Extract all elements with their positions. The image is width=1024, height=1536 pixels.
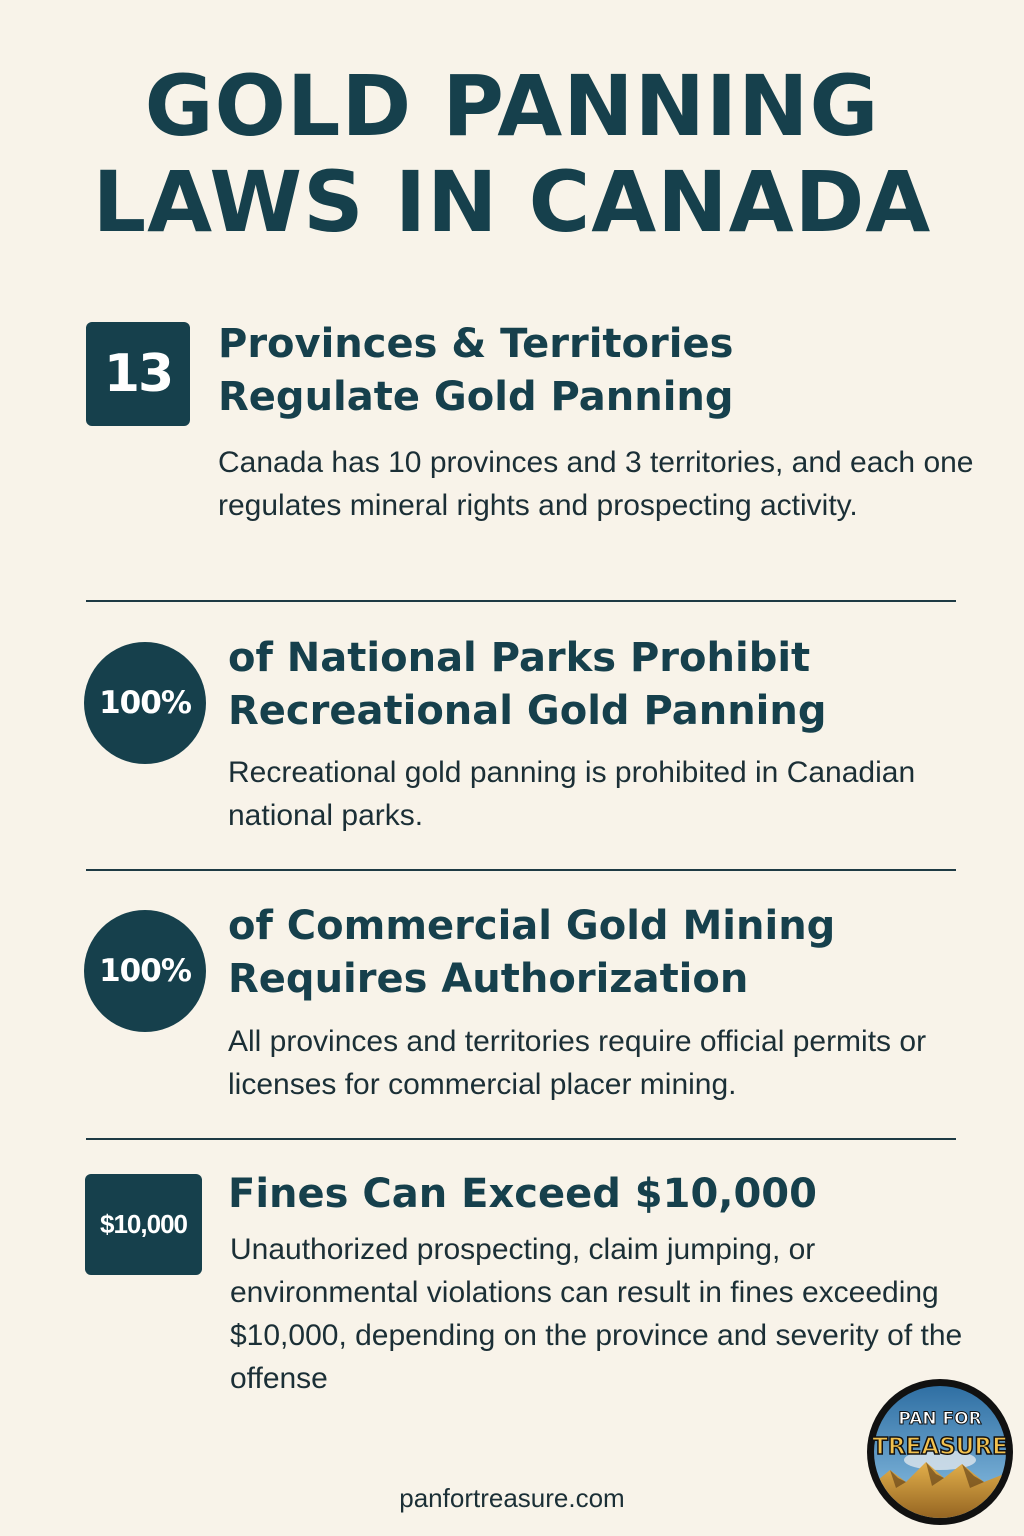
footer-website: panfortreasure.com xyxy=(399,1483,625,1513)
stat-badge-national-parks: 100% xyxy=(84,642,206,764)
section-heading-line-2: Recreational Gold Panning xyxy=(228,688,827,734)
section-description-national-parks: Recreational gold panning is prohibited in Canadian national parks. xyxy=(228,756,916,832)
stat-badge-commercial-mining: 100% xyxy=(84,910,206,1032)
stat-badge-13: 13 xyxy=(86,322,190,426)
logo-text-line-1: PAN FOR xyxy=(898,1409,982,1429)
page-title-line-2: LAWS IN CANADA xyxy=(92,153,932,251)
logo-text-line-2: TREASURE xyxy=(872,1434,1008,1460)
section-heading-line-2: Regulate Gold Panning xyxy=(218,374,734,420)
section-heading-provinces xyxy=(218,318,734,424)
section-description-fines: Unauthorized prospecting, claim jumping, or environmental violations can result in fines exceeding $10,000, depending on the province and severity of the offense xyxy=(230,1233,963,1395)
page-title xyxy=(0,58,1024,250)
section-heading-line-1: of Commercial Gold Mining xyxy=(228,903,836,949)
section-heading-line-1: Fines Can Exceed $10,000 xyxy=(228,1171,817,1217)
divider xyxy=(86,1138,956,1140)
pan-for-treasure-logo xyxy=(866,1378,1014,1526)
section-heading-line-1: Provinces & Territories xyxy=(218,321,734,367)
section-description-commercial-mining: All provinces and territories require official permits or licenses for commercial placer mining. xyxy=(228,1025,927,1101)
section-heading-national-parks xyxy=(228,632,827,738)
section-heading-fines xyxy=(228,1168,817,1221)
section-heading-commercial-mining xyxy=(228,900,835,1006)
page-title-line-1: GOLD PANNING xyxy=(144,57,880,155)
stat-badge-fines: $10,000 xyxy=(85,1174,202,1275)
divider xyxy=(86,869,956,871)
section-heading-line-2: Requires Authorization xyxy=(228,956,749,1002)
section-heading-line-1: of National Parks Prohibit xyxy=(228,635,811,681)
section-description-provinces: Canada has 10 provinces and 3 territories, and each one regulates mineral rights and prospecting activity. xyxy=(218,446,974,522)
divider xyxy=(86,600,956,602)
